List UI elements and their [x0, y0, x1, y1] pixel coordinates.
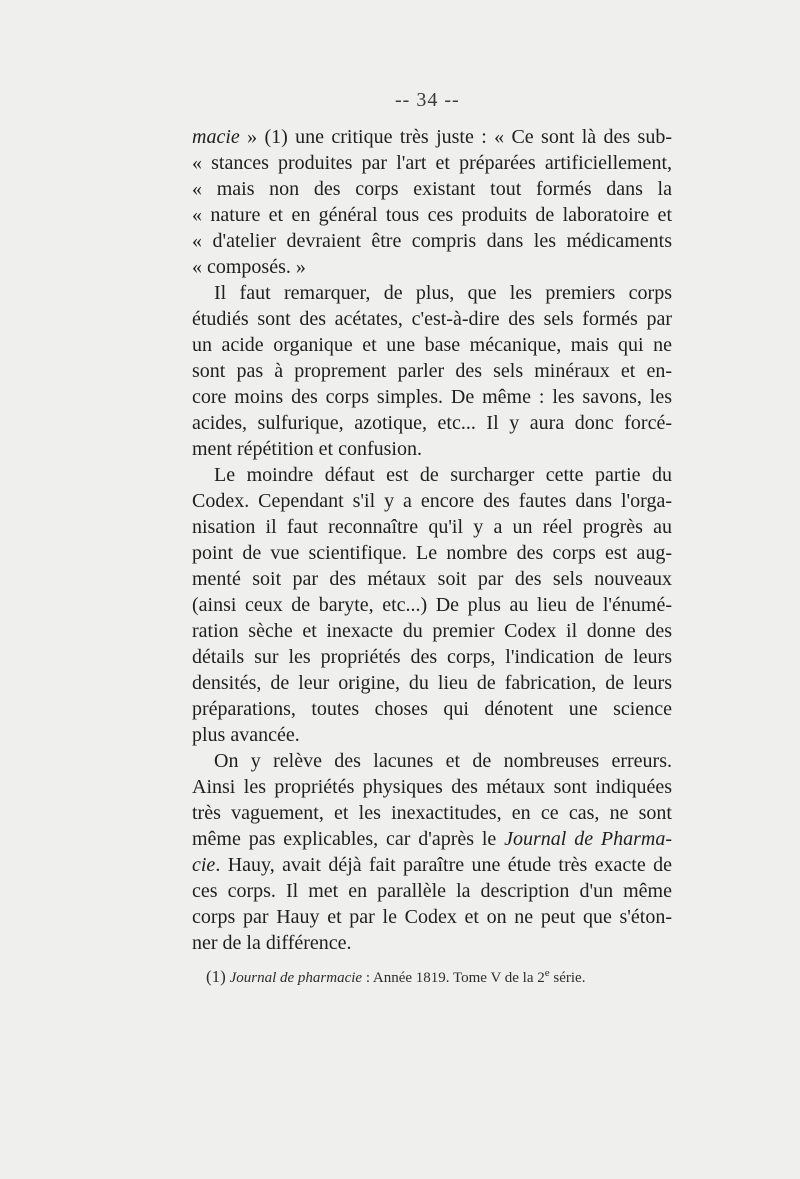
text-line-25: On y relève des lacunes et de nombreuses erreurs. [214, 750, 672, 772]
text-line-6: « composés. » [192, 256, 306, 278]
text-line-31: corps par Hauy et par le Codex et on ne peut que s'éton- [192, 906, 672, 928]
line-text: » (1) une critique très juste : « Ce sont là des sub- [239, 126, 672, 148]
text-line-15: Codex. Cependant s'il y a encore des fautes dans l'orga- [192, 490, 672, 512]
footnote-marker: (1) [206, 967, 226, 986]
page-number: -- 34 -- [395, 89, 460, 111]
text-line-13: ment répétition et confusion. [192, 438, 422, 460]
footnote-details: : Année 1819. Tome V de la 2 [362, 970, 545, 986]
text-line-1 [192, 124, 672, 150]
footnote-details-end: série. [549, 970, 586, 986]
text-line-7: Il faut remarquer, de plus, que les premiers corps [214, 282, 672, 304]
text-line-21: détails sur les propriétés des corps, l'indication de leurs [192, 646, 672, 668]
journal-title: Journal de Pharma- [504, 828, 673, 850]
text-line-14: Le moindre défaut est de surcharger cette partie du [214, 464, 672, 486]
text-line-2: « stances produites par l'art et préparées artificiellement, [192, 152, 672, 174]
text-line-18: menté soit par des métaux soit par des sels nouveaux [192, 568, 672, 590]
text-line-29 [192, 852, 672, 878]
text-line-8: étudiés sont des acétates, c'est-à-dire des sels formés par [192, 308, 672, 330]
text-line-12: acides, sulfurique, azotique, etc... Il y aura donc forcé- [192, 412, 672, 434]
text-line-5: « d'atelier devraient être compris dans les médicaments [192, 230, 672, 252]
text-line-23: préparations, toutes choses qui dénotent une science [192, 698, 672, 720]
journal-title-continued: cie [192, 854, 216, 876]
text-line-24: plus avancée. [192, 724, 300, 746]
text-line-30: ces corps. Il met en parallèle la description d'un même [192, 880, 672, 902]
footnote [206, 963, 636, 988]
text-line-9: un acide organique et une base mécanique, mais qui ne [192, 334, 672, 356]
footnote-ordinal: e [544, 967, 550, 979]
text-line-22: densités, de leur origine, du lieu de fabrication, de leurs [192, 672, 672, 694]
line-text: même pas explicables, car d'après le [192, 828, 505, 850]
text-line-26: Ainsi les propriétés physiques des métaux sont indiquées [192, 776, 672, 798]
text-line-4: « nature et en général tous ces produits de laboratoire et [192, 204, 672, 226]
text-line-27: très vaguement, et les inexactitudes, en ce cas, ne sont [192, 802, 672, 824]
text-line-28 [192, 826, 672, 852]
text-line-10: sont pas à proprement parler des sels minéraux et en- [192, 360, 672, 382]
text-line-11: core moins des corps simples. De même : les savons, les [192, 386, 672, 408]
text-line-32: ner de la différence. [192, 932, 352, 954]
text-line-16: nisation il faut reconnaître qu'il y a un réel progrès au [192, 516, 672, 538]
text-line-3: « mais non des corps existant tout formés dans la [192, 178, 672, 200]
footnote-source: Journal de pharmacie [229, 970, 363, 986]
text-line-17: point de vue scientifique. Le nombre des corps est aug- [192, 542, 672, 564]
line-text: . Hauy, avait déjà fait paraître une étude très exacte de [215, 854, 672, 876]
continued-word: macie [192, 126, 240, 148]
text-line-19: (ainsi ceux de baryte, etc...) De plus au lieu de l'énumé- [192, 594, 672, 616]
text-line-20: ration sèche et inexacte du premier Codex il donne des [192, 620, 672, 642]
